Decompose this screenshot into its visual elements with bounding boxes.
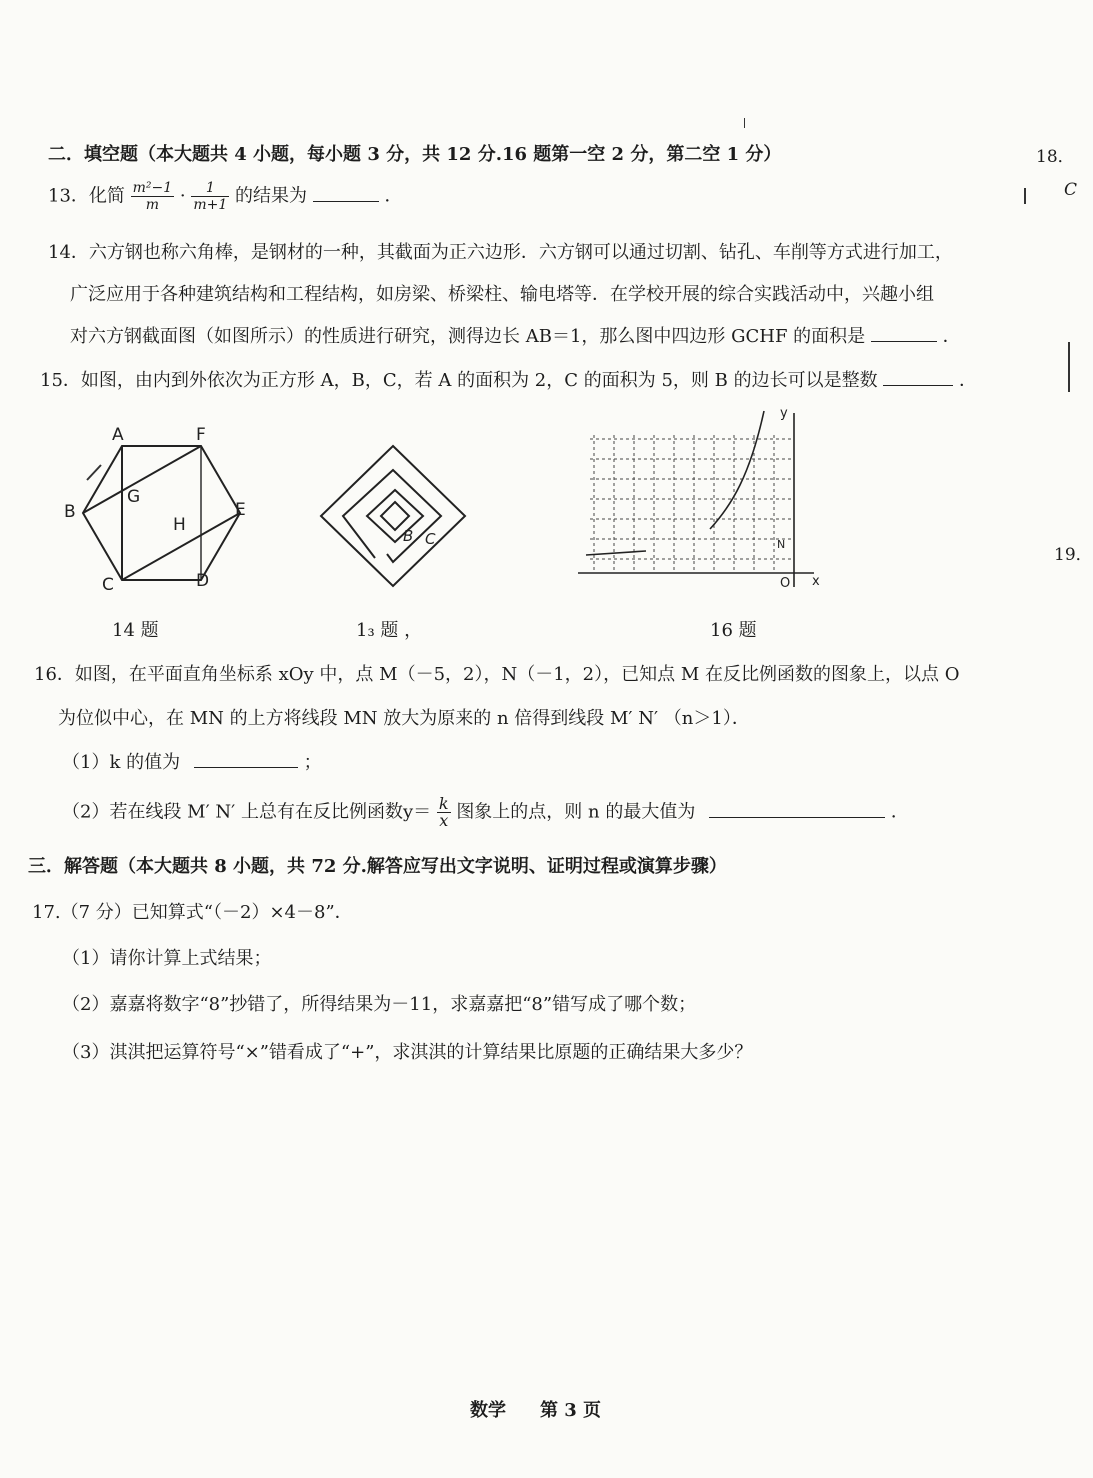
- footer-page-number: 第 3 页: [540, 1400, 602, 1421]
- q16-part-2: [62, 796, 909, 829]
- q16-part-2-suffix: 图象上的点，则 n 的最大值为: [456, 801, 696, 823]
- q17-part-2: （2）嘉嘉将数字“8”抄错了，所得结果为－11，求嘉嘉把“8”错写成了哪个数；: [62, 994, 697, 1015]
- label-H: H: [173, 515, 186, 535]
- label-B-square: B: [403, 527, 414, 545]
- q16-frac-denominator: x: [439, 811, 449, 830]
- hyperbola-tail: [586, 551, 646, 555]
- pen-mark: [87, 465, 101, 480]
- q13-fraction-1: [131, 180, 175, 213]
- q16-part-2-end: ．: [890, 801, 909, 823]
- label-N: N: [777, 538, 786, 551]
- q16-line-2: 为位似中心，在 MN 的上方将线段 MN 放大为原来的 n 倍得到线段 M′ N′ （n＞1）．: [58, 708, 750, 729]
- q14-answer-blank[interactable]: [871, 325, 937, 342]
- label-B: B: [64, 502, 76, 522]
- segment-BF: [83, 446, 201, 513]
- hexagon-outline: [83, 446, 240, 580]
- q16-part-1-end: ；: [303, 752, 322, 773]
- label-x: x: [812, 574, 820, 589]
- label-A: A: [112, 425, 124, 445]
- figure-16-coordinate-grid: [572, 405, 832, 595]
- q13-frac2-numerator: 1: [191, 180, 229, 197]
- question-13: [48, 180, 403, 213]
- q17-stem: 17.（7 分）已知算式“（－2）×4－8”．: [32, 902, 353, 923]
- label-F: F: [196, 425, 206, 445]
- q14-line-2: 广泛应用于各种建筑结构和工程结构，如房梁、桥梁柱、输电塔等．在学校开展的综合实践活动中，兴趣小组: [70, 284, 934, 305]
- scan-tick-mark: [744, 118, 745, 128]
- edge-c-letter: C: [1064, 180, 1078, 200]
- label-C: C: [102, 575, 114, 595]
- q15-end: ．: [959, 370, 978, 391]
- hyperbola-curve: [710, 411, 764, 529]
- q13-answer-blank[interactable]: [313, 185, 379, 202]
- edge-tick-mark: [1024, 188, 1026, 204]
- q16-part-1: [62, 748, 322, 774]
- q16-part-2-blank[interactable]: [709, 801, 885, 818]
- figure-14-hexagon: [55, 420, 265, 600]
- q16-k-over-x: [437, 796, 451, 829]
- q13-frac1-denominator: m: [145, 197, 160, 213]
- q16-part-1-blank[interactable]: [194, 751, 298, 768]
- footer-subject: 数学: [470, 1400, 506, 1421]
- square-A: [381, 502, 409, 530]
- q13-frac1-numerator: m²−1: [132, 180, 173, 196]
- caption-fig-16: 16 题: [710, 620, 757, 641]
- q13-fraction-2: [191, 180, 229, 213]
- label-O: O: [780, 576, 791, 591]
- q16-part-1-label: （1）k 的值为: [62, 752, 181, 773]
- square-A-outer: [367, 490, 423, 542]
- q16-frac-numerator: k: [438, 794, 449, 813]
- q14-end: ．: [942, 326, 961, 347]
- q13-suffix: 的结果为: [235, 185, 308, 207]
- question-15: [40, 366, 977, 392]
- q13-prefix: 13．化简: [48, 185, 125, 207]
- q16-line-1: 16．如图，在平面直角坐标系 xOy 中，点 M（－5，2），N（－1，2），已知点 M 在反比例函数的图象上，以点 O: [34, 664, 960, 685]
- q17-part-1: （1）请你计算上式结果；: [62, 948, 272, 969]
- section-2-heading: 二．填空题（本大题共 4 小题，每小题 3 分，共 12 分.16 题第一空 2 分，第二空 1 分）: [48, 144, 782, 165]
- section-3-heading: 三．解答题（本大题共 8 小题，共 72 分.解答应写出文字说明、证明过程或演算步骤）: [28, 856, 727, 877]
- edge-q19-label: 19．: [1054, 545, 1093, 565]
- caption-fig-15: 1₃ 题 ，: [356, 620, 423, 641]
- q17-part-3: （3）淇淇把运算符号“×”错看成了“+”，求淇淇的计算结果比原题的正确结果大多少？: [62, 1042, 753, 1063]
- q14-line-3: [70, 322, 961, 348]
- figure-15-squares: [315, 440, 475, 590]
- label-D: D: [196, 571, 210, 591]
- edge-box-line: [1068, 342, 1070, 392]
- label-y: y: [780, 406, 788, 421]
- q15-text: 15．如图，由内到外依次为正方形 A，B，C，若 A 的面积为 2，C 的面积为 5，则 B 的边长可以是整数: [40, 370, 878, 391]
- label-G: G: [127, 487, 141, 507]
- q16-part-2-prefix: （2）若在线段 M′ N′ 上总有在反比例函数y＝: [62, 801, 432, 823]
- q13-end: ．: [384, 185, 403, 207]
- label-E: E: [235, 500, 246, 520]
- q13-frac2-denominator: m+1: [193, 197, 228, 213]
- label-C-square: C: [425, 530, 436, 548]
- caption-fig-14: 14 题: [112, 620, 159, 641]
- q14-line-1: 14．六方钢也称六角棒，是钢材的一种，其截面为正六边形．六方钢可以通过切割、钻孔、车削等方式进行加工，: [48, 242, 953, 263]
- square-B: [343, 470, 441, 562]
- q15-answer-blank[interactable]: [883, 369, 953, 386]
- edge-q18-label: 18．: [1036, 147, 1075, 167]
- q13-dot: ·: [179, 185, 186, 207]
- q14-line-3-text: 对六方钢截面图（如图所示）的性质进行研究，测得边长 AB＝1，那么图中四边形 GCHF 的面积是: [70, 326, 866, 347]
